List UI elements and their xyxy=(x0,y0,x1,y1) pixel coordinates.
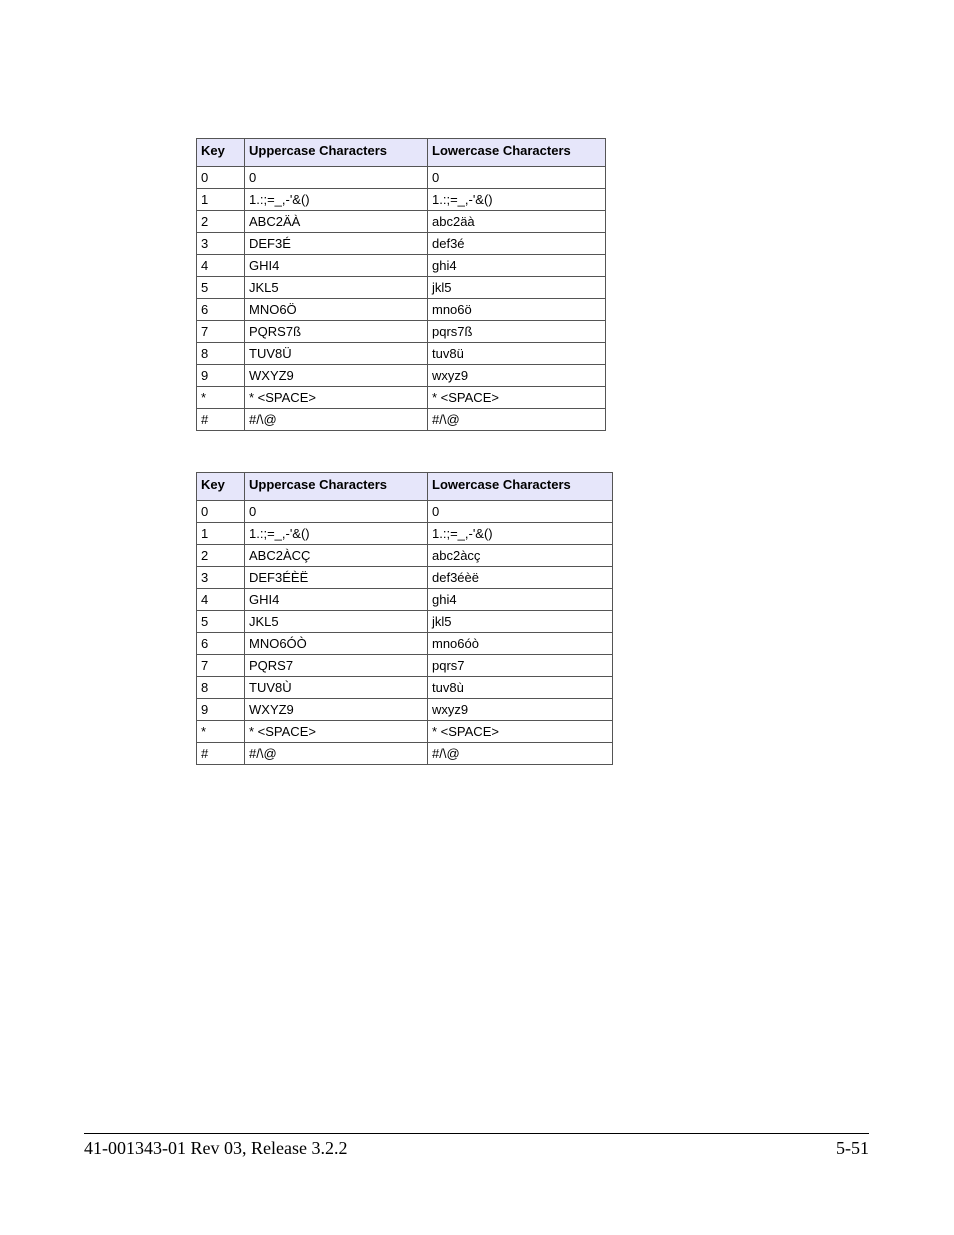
header-lowercase: Lowercase Characters xyxy=(428,473,613,501)
table-row xyxy=(197,299,606,321)
cell-lowercase: def3éèë xyxy=(428,567,613,589)
table-row xyxy=(197,523,613,545)
cell-key: * xyxy=(197,387,245,409)
cell-uppercase: PQRS7 xyxy=(245,655,428,677)
cell-uppercase: GHI4 xyxy=(245,589,428,611)
cell-key: 5 xyxy=(197,277,245,299)
cell-key: 9 xyxy=(197,365,245,387)
cell-lowercase: tuv8ü xyxy=(428,343,606,365)
cell-key: 3 xyxy=(197,233,245,255)
cell-uppercase: DEF3É xyxy=(245,233,428,255)
cell-lowercase: mno6óò xyxy=(428,633,613,655)
cell-uppercase: 0 xyxy=(245,167,428,189)
cell-uppercase: JKL5 xyxy=(245,611,428,633)
table-row xyxy=(197,233,606,255)
header-lowercase: Lowercase Characters xyxy=(428,139,606,167)
cell-key: 6 xyxy=(197,633,245,655)
header-key: Key xyxy=(197,473,245,501)
cell-lowercase: jkl5 xyxy=(428,611,613,633)
table-row xyxy=(197,321,606,343)
cell-key: 1 xyxy=(197,189,245,211)
cell-lowercase: abc2àcç xyxy=(428,545,613,567)
cell-uppercase: JKL5 xyxy=(245,277,428,299)
table-row xyxy=(197,365,606,387)
cell-uppercase: WXYZ9 xyxy=(245,699,428,721)
cell-uppercase: 0 xyxy=(245,501,428,523)
cell-lowercase: * <SPACE> xyxy=(428,721,613,743)
cell-key: 2 xyxy=(197,545,245,567)
footer-divider xyxy=(84,1133,869,1134)
table-row xyxy=(197,567,613,589)
cell-lowercase: wxyz9 xyxy=(428,699,613,721)
cell-uppercase: * <SPACE> xyxy=(245,721,428,743)
character-map-table-1 xyxy=(196,138,606,431)
cell-key: 9 xyxy=(197,699,245,721)
header-uppercase: Uppercase Characters xyxy=(245,139,428,167)
cell-lowercase: * <SPACE> xyxy=(428,387,606,409)
cell-uppercase: DEF3ÉÈË xyxy=(245,567,428,589)
cell-lowercase: wxyz9 xyxy=(428,365,606,387)
table-row xyxy=(197,633,613,655)
cell-uppercase: MNO6ÓÒ xyxy=(245,633,428,655)
table-header-row xyxy=(197,139,606,167)
table-row xyxy=(197,545,613,567)
header-key: Key xyxy=(197,139,245,167)
footer-page-number: 5-51 xyxy=(836,1138,869,1158)
cell-key: # xyxy=(197,743,245,765)
cell-lowercase: abc2äà xyxy=(428,211,606,233)
cell-uppercase: ABC2ÀCÇ xyxy=(245,545,428,567)
cell-lowercase: 0 xyxy=(428,167,606,189)
table-row xyxy=(197,743,613,765)
cell-uppercase: ABC2ÄÀ xyxy=(245,211,428,233)
table-row xyxy=(197,211,606,233)
cell-uppercase: GHI4 xyxy=(245,255,428,277)
cell-uppercase: #/\@ xyxy=(245,409,428,431)
table-header-row xyxy=(197,473,613,501)
cell-lowercase: ghi4 xyxy=(428,589,613,611)
cell-key: 6 xyxy=(197,299,245,321)
cell-uppercase: TUV8Ü xyxy=(245,343,428,365)
table-row xyxy=(197,189,606,211)
cell-lowercase: #/\@ xyxy=(428,743,613,765)
table-row xyxy=(197,387,606,409)
cell-lowercase: pqrs7 xyxy=(428,655,613,677)
cell-key: 8 xyxy=(197,677,245,699)
cell-key: 5 xyxy=(197,611,245,633)
cell-lowercase: jkl5 xyxy=(428,277,606,299)
footer-document-id: 41-001343-01 Rev 03, Release 3.2.2 xyxy=(84,1138,348,1158)
cell-lowercase: ghi4 xyxy=(428,255,606,277)
character-map-table-2 xyxy=(196,472,613,765)
table-row xyxy=(197,167,606,189)
cell-uppercase: * <SPACE> xyxy=(245,387,428,409)
cell-uppercase: MNO6Ö xyxy=(245,299,428,321)
header-uppercase: Uppercase Characters xyxy=(245,473,428,501)
cell-key: # xyxy=(197,409,245,431)
cell-lowercase: 1.:;=_,-'&() xyxy=(428,189,606,211)
cell-uppercase: WXYZ9 xyxy=(245,365,428,387)
table-row xyxy=(197,721,613,743)
cell-key: 1 xyxy=(197,523,245,545)
table-row xyxy=(197,655,613,677)
table-row xyxy=(197,277,606,299)
cell-lowercase: #/\@ xyxy=(428,409,606,431)
cell-uppercase: PQRS7ß xyxy=(245,321,428,343)
table-row xyxy=(197,611,613,633)
cell-uppercase: 1.:;=_,-'&() xyxy=(245,189,428,211)
cell-uppercase: #/\@ xyxy=(245,743,428,765)
table-row xyxy=(197,589,613,611)
table-row xyxy=(197,501,613,523)
cell-lowercase: 0 xyxy=(428,501,613,523)
cell-key: 0 xyxy=(197,167,245,189)
cell-uppercase: TUV8Ù xyxy=(245,677,428,699)
cell-key: 4 xyxy=(197,255,245,277)
cell-key: 8 xyxy=(197,343,245,365)
cell-key: 7 xyxy=(197,655,245,677)
cell-key: 0 xyxy=(197,501,245,523)
table-row xyxy=(197,699,613,721)
table-row xyxy=(197,343,606,365)
table-row xyxy=(197,677,613,699)
cell-lowercase: 1.:;=_,-'&() xyxy=(428,523,613,545)
cell-uppercase: 1.:;=_,-'&() xyxy=(245,523,428,545)
table-row xyxy=(197,409,606,431)
cell-key: 3 xyxy=(197,567,245,589)
cell-lowercase: pqrs7ß xyxy=(428,321,606,343)
cell-key: 4 xyxy=(197,589,245,611)
cell-key: 7 xyxy=(197,321,245,343)
cell-lowercase: mno6ö xyxy=(428,299,606,321)
cell-key: 2 xyxy=(197,211,245,233)
table-row xyxy=(197,255,606,277)
cell-key: * xyxy=(197,721,245,743)
cell-lowercase: def3é xyxy=(428,233,606,255)
cell-lowercase: tuv8ù xyxy=(428,677,613,699)
